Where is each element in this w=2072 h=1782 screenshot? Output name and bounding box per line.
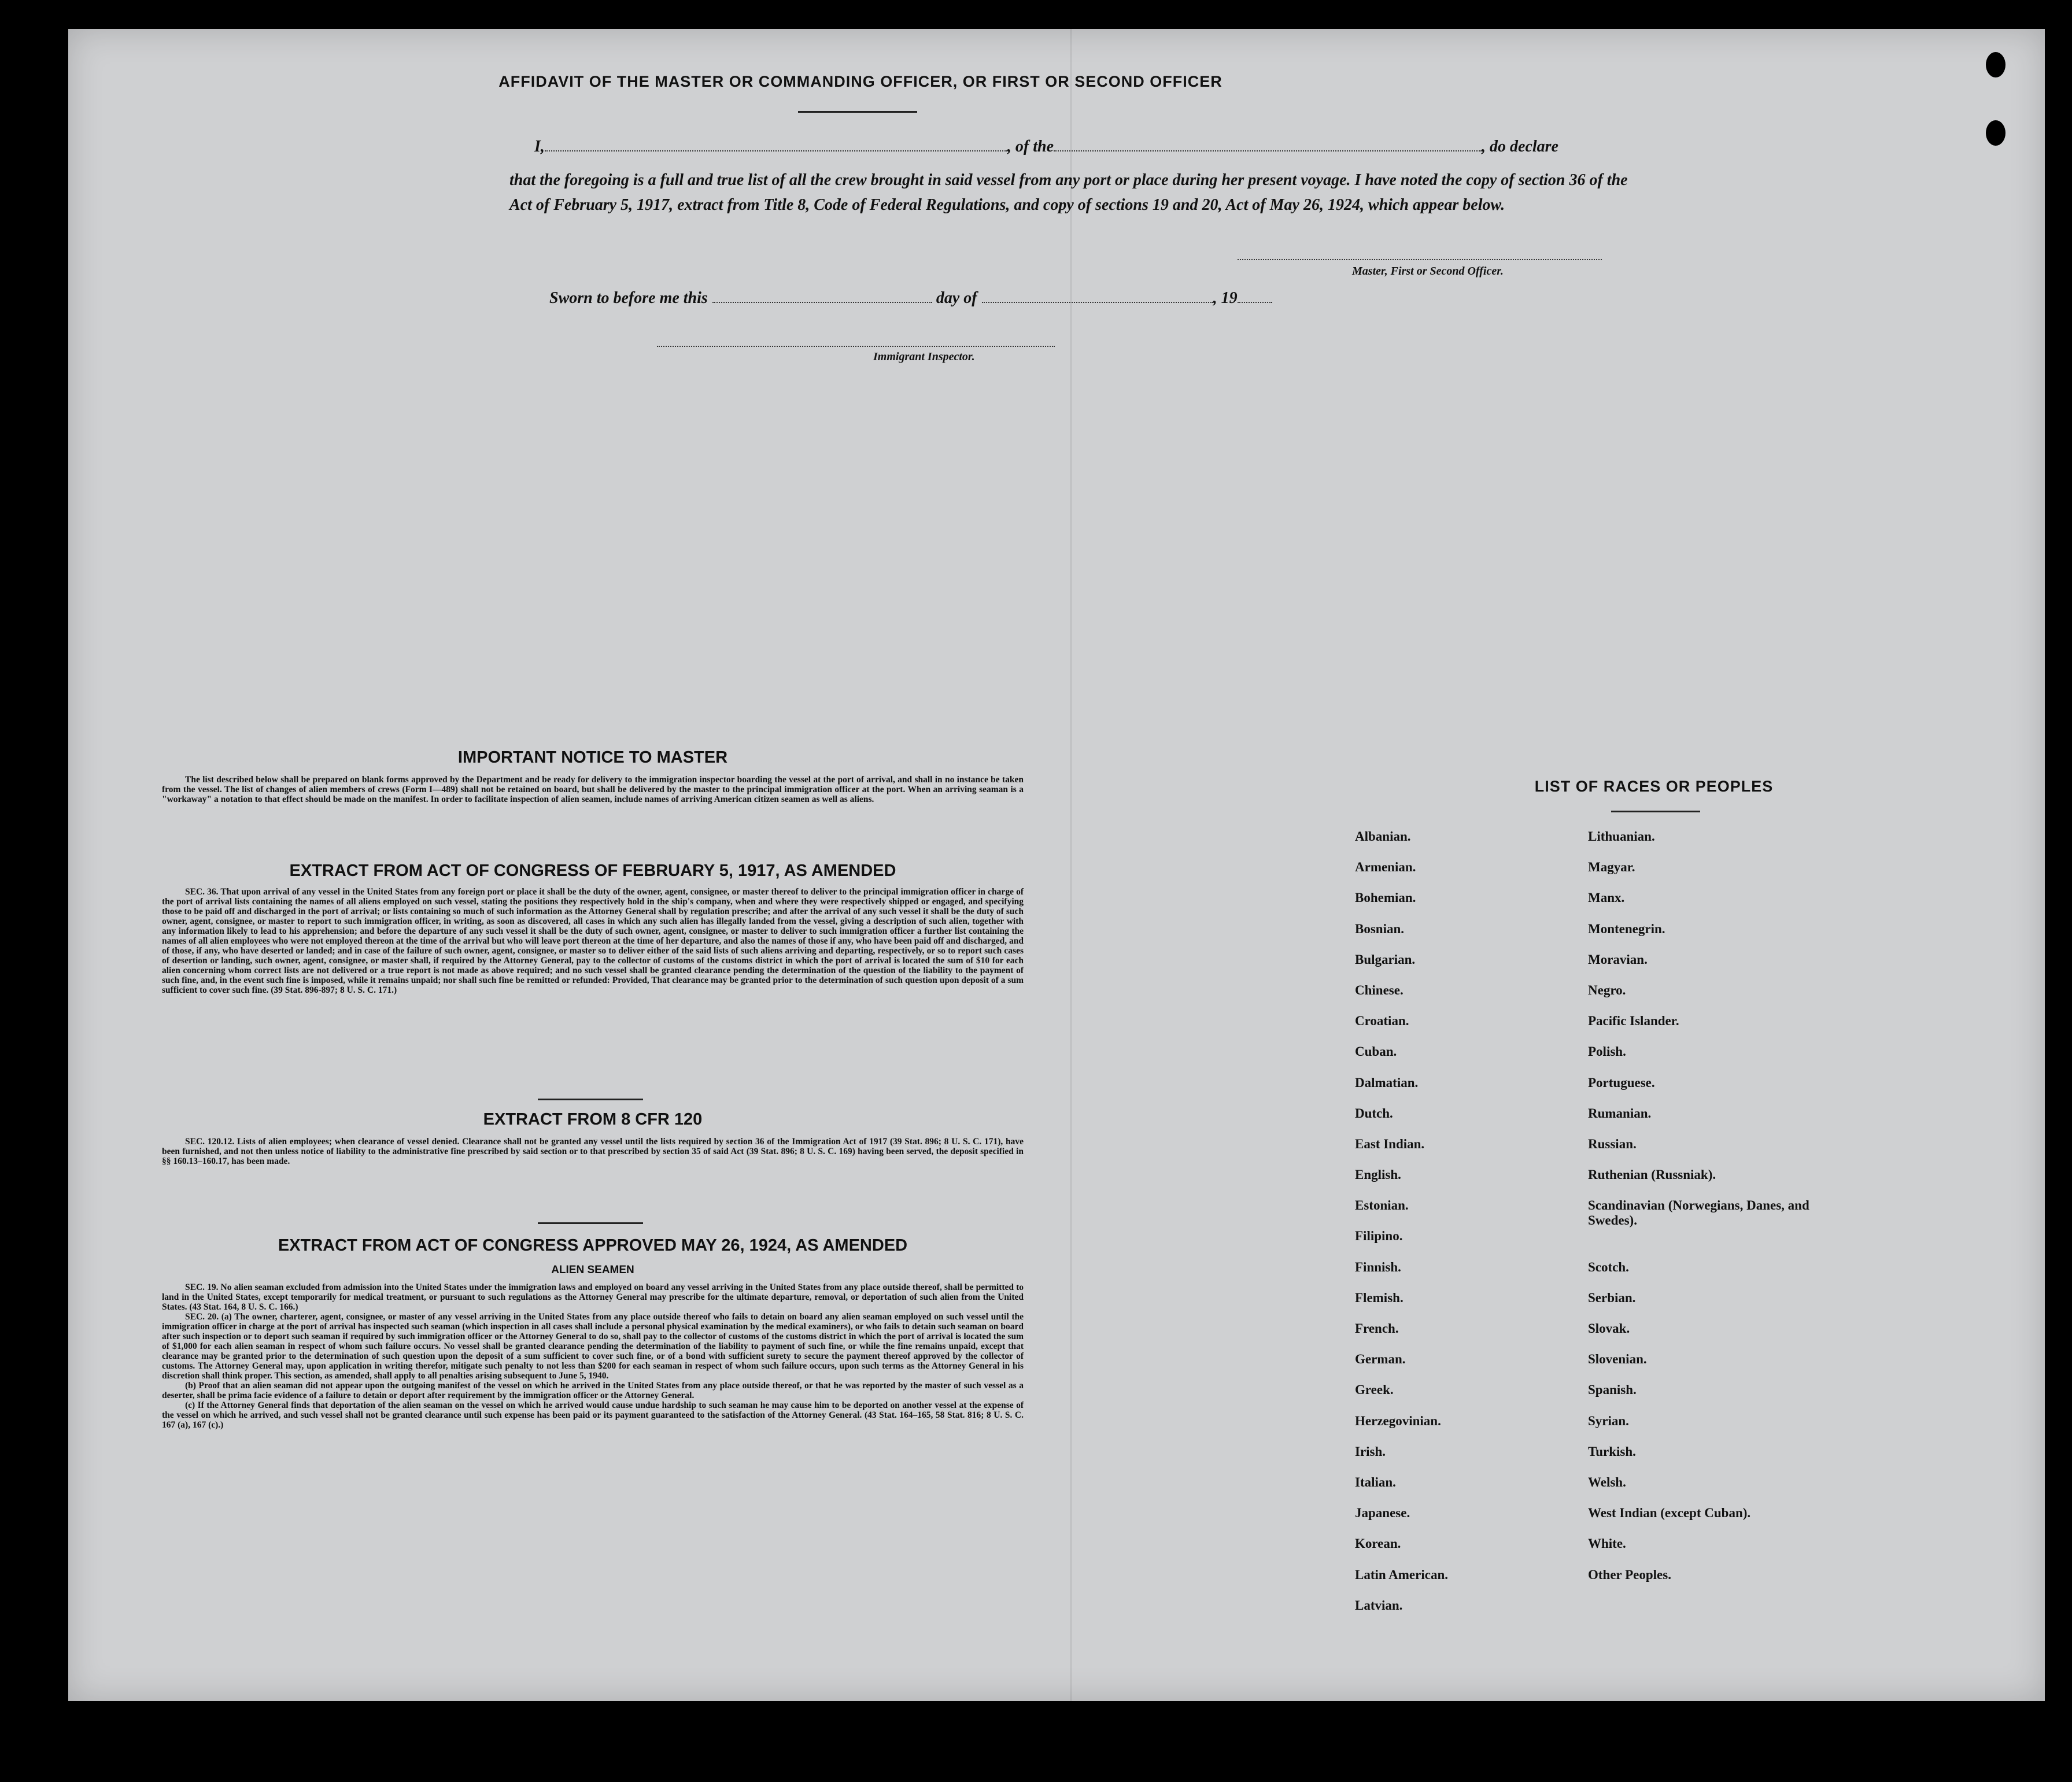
- race-item: Bohemian.: [1355, 890, 1416, 905]
- extract-1917-title: EXTRACT FROM ACT OF CONGRESS OF FEBRUARY 5, 1917, AS AMENDED: [289, 862, 896, 880]
- document-page: [68, 29, 2045, 1701]
- race-item: West Indian (except Cuban).: [1588, 1506, 1751, 1521]
- race-item: Armenian.: [1355, 860, 1416, 875]
- race-item: Moravian.: [1588, 952, 1648, 967]
- notice-text: The list described below shall be prepared on blank forms approved by the Department and be ready for delivery to the immigration inspector boarding the vessel at the port of arrival, and shall in no instance be taken from the vessel. The list of changes of alien members of crews (Form I—489) shall not be retained on board, but shall be delivered by the master to the principal immigration officer at the port. When an arriving seaman is a "workaway" a notation to that effect should be made on the manifest. In order to facilitate inspection of alien seamen, include names of arriving American citizen seamen as well as aliens.: [162, 775, 1024, 804]
- race-item: Flemish.: [1355, 1290, 1404, 1305]
- master-signature-line: [1238, 259, 1602, 260]
- alien-seamen-subtitle: ALIEN SEAMEN: [551, 1264, 634, 1276]
- affidavit-line: [534, 138, 1558, 156]
- extract-cfr-title: EXTRACT FROM 8 CFR 120: [483, 1110, 703, 1129]
- affidavit-paragraph: that the foregoing is a full and true list of all the crew brought in said vessel from any port or place during her present voyage. I have noted the copy of section 36 of the Act of February 5, 1917, extract from Title 8, Code of Federal Regulations, and copy of sections 19 and 20, Act of May 26, 1924, which appear below.: [509, 171, 1628, 214]
- race-item: Bosnian.: [1355, 921, 1405, 936]
- race-item: Albanian.: [1355, 829, 1411, 844]
- race-item: Croatian.: [1355, 1014, 1409, 1029]
- extract-1924-body: [162, 1282, 1024, 1430]
- race-item: Italian.: [1355, 1474, 1396, 1489]
- section-rule: [538, 1222, 643, 1224]
- punch-hole: [1986, 52, 2005, 77]
- race-item: Filipino.: [1355, 1229, 1403, 1244]
- affidavit-i: I,: [534, 138, 545, 156]
- extract-1917-text: SEC. 36. That upon arrival of any vessel in the United States from any foreign port or place it shall be the duty of the owner, agent, consignee, or master thereof to deliver to the principal immigration officer in charge of the port of arrival lists containing the names of all aliens employed on such vessel, stating the positions they respectively hold in the ship's company, when and where they were respectively shipped or engaged, and specifying those to be paid off and discharged in the port of arrival; or lists containing so much of such information as the Attorney General shall by regulation prescribe; and after the arrival of any such vessel it shall be the duty of such owner, agent, consignee, or master to report to such immigration officer, in writing, as soon as discovered, all cases in which any such alien has illegally landed from the vessel, giving a description of such alien, together with any information likely to lead to his apprehension; and before the departure of any such vessel it shall be the duty of such owner, agent, consignee, or master to deliver to such immigration officer a further list containing the names of all alien employees who were not employed thereon at the time of the arrival but who will leave port thereon at the time of her departure, and also the names of those if any, who have been paid off and discharged, and of those, if any, who have deserted or landed; and in case of the failure of such owner, agent, consignee, or master so to deliver either of the said lists of such aliens arriving and departing, respectively, or so to report such cases of desertion or landing, such owner, agent, consignee, or master shall, if required by the Attorney General, pay to the collector of customs of the customs district in which the port of arrival is located the sum of $10 for each alien concerning whom correct lists are not delivered or a true report is not made as above required; and no such vessel shall be granted clearance pending the determination of the question of the liability to the payment of such fine, and, in the event such fine is imposed, while it remains unpaid; nor shall such fine be remitted or refunded: Provided, That clearance may be granted prior to the determination of such question upon deposit of a sum sufficient to cover such fine. (39 Stat. 896-897; 8 U. S. C. 171.): [162, 887, 1024, 995]
- race-item: Japanese.: [1355, 1506, 1410, 1521]
- race-item: Turkish.: [1588, 1444, 1636, 1459]
- sec19-text: SEC. 19. No alien seaman excluded from admission into the United States under the immigration laws and employed on board any vessel arriving in the United States from any place outside thereof, shall be permitted to land in the United States, except temporarily for medical treatment, or pursuant to such regulations as the Attorney General may prescribe for the ultimate departure, removal, or deportation of such alien from the United States. (43 Stat. 164, 8 U. S. C. 166.): [162, 1282, 1024, 1312]
- race-item: Pacific Islander.: [1588, 1014, 1679, 1029]
- race-item: Spanish.: [1588, 1382, 1637, 1397]
- notice-body: [162, 775, 1024, 804]
- sworn-year: , 19: [1213, 289, 1238, 307]
- affidavit-of-the: , of the: [1007, 138, 1054, 156]
- sworn-day-blank: [712, 302, 932, 303]
- sworn-line: [549, 289, 1272, 308]
- extract-1917-body: [162, 887, 1024, 995]
- sec20a-text: SEC. 20. (a) The owner, charterer, agent, consignee, or master of any vessel arriving in the United States from any place outside thereof who fails to detain on board any alien seaman employed on such vessel until the immigration officer in charge at the port of arrival has inspected such seaman (which inspection in all cases shall include a personal physical examination by the medical examiners), or who fails to detain such seaman on board after such inspection or to deport such seaman if required by such immigration officer or the Attorney General to do so, shall pay to the collector of customs of the customs district in which the port of arrival is located the sum of $1,000 for each alien seaman in respect of whom such failure occurs. No vessel shall be granted clearance pending the determination of the liability to payment of such fine, or while the fine remains unpaid, except that clearance may be granted prior to the determination of such question upon the deposit of a sum sufficient to cover such fine, or of a bond with sufficient surety to secure the payment thereof approved by the collector of customs. The Attorney General may, upon application in writing therefor, mitigate such penalty to not less than $200 for each seaman in respect of whom such failure occurs, upon such terms as the Attorney General in his discretion shall think proper. This section, as amended, shall apply to all penalties arising subsequent to June 5, 1940.: [162, 1312, 1024, 1381]
- sworn-year-blank: [1238, 302, 1272, 303]
- sworn-day-of: day of: [936, 289, 977, 307]
- race-item: Scandinavian (Norwegians, Danes, and Swedes).: [1588, 1198, 1809, 1228]
- vessel-blank: [1054, 150, 1482, 151]
- extract-cfr-text: SEC. 120.12. Lists of alien employees; when clearance of vessel denied. Clearance shall not be granted any vessel until the lists required by section 36 of the Immigration Act of 1917 (39 Stat. 896; 8 U. S. C. 171), have been furnished, and not then unless notice of liability to the administrative fine prescribed by said section or to that prescribed by section 35 of said Act (39 Stat. 896; 8 U. S. C. 169) having been served, the deposit specified in §§ 160.13–160.17, has been made.: [162, 1137, 1024, 1166]
- race-item: Portuguese.: [1588, 1075, 1655, 1090]
- sworn-prefix: Sworn to before me this: [549, 289, 708, 307]
- sec20b-text: (b) Proof that an alien seaman did not appear upon the outgoing manifest of the vessel on which he arrived in the United States from any place outside thereof, or that he was reported by the master of such vessel as a deserter, shall be prima facie evidence of a failure to detain or deport after requirement by the immigration officer or the Attorney General.: [162, 1381, 1024, 1400]
- race-item: Latvian.: [1355, 1598, 1403, 1613]
- race-item: Russian.: [1588, 1136, 1637, 1151]
- notice-title: IMPORTANT NOTICE TO MASTER: [457, 748, 728, 767]
- page-fold: [1070, 29, 1072, 1701]
- race-item: Herzegovinian.: [1355, 1413, 1441, 1428]
- race-item: Lithuanian.: [1588, 829, 1655, 844]
- race-item: Korean.: [1355, 1536, 1401, 1551]
- master-signature-label: Master, First or Second Officer.: [1352, 265, 1504, 278]
- race-item: French.: [1355, 1321, 1399, 1336]
- race-item: Finnish.: [1355, 1259, 1401, 1274]
- extract-cfr-body: [162, 1137, 1024, 1166]
- section-rule: [538, 1099, 643, 1100]
- race-item: Other Peoples.: [1588, 1567, 1671, 1582]
- punch-hole: [1986, 120, 2005, 146]
- title-rule: [798, 111, 917, 113]
- race-item: Magyar.: [1588, 860, 1635, 875]
- inspector-signature-line: [657, 346, 1055, 347]
- race-item: Negro.: [1588, 982, 1626, 997]
- race-item: German.: [1355, 1352, 1406, 1367]
- sec20c-text: (c) If the Attorney General finds that deportation of the alien seaman on the vessel on which he arrived would cause undue hardship to such seaman he may cause him to be deported on another vessel at the expense of the vessel on which he arrived, and such vessel shall not be granted clearance until such expense has been paid or its payment guaranteed to the satisfaction of the Attorney General. (43 Stat. 164–165, 58 Stat. 816; 8 U. S. C. 167 (a), 167 (c).): [162, 1400, 1024, 1430]
- race-item: Serbian.: [1588, 1290, 1636, 1305]
- races-column-1: [1355, 829, 1448, 1629]
- race-item: Syrian.: [1588, 1413, 1629, 1428]
- race-item: Rumanian.: [1588, 1106, 1652, 1121]
- race-item: Dutch.: [1355, 1106, 1393, 1121]
- race-item: Scotch.: [1588, 1259, 1629, 1274]
- race-item: Cuban.: [1355, 1044, 1397, 1059]
- name-blank: [545, 150, 1007, 151]
- race-item: Welsh.: [1588, 1474, 1626, 1489]
- race-item: Ruthenian (Russniak).: [1588, 1167, 1716, 1182]
- race-item: Estonian.: [1355, 1198, 1409, 1213]
- race-item: Chinese.: [1355, 982, 1404, 997]
- title-rule: [1611, 811, 1700, 812]
- race-item: Dalmatian.: [1355, 1075, 1419, 1090]
- race-item: White.: [1588, 1536, 1626, 1551]
- race-item: Slovenian.: [1588, 1352, 1647, 1367]
- race-item: Bulgarian.: [1355, 952, 1416, 967]
- race-item: Manx.: [1588, 890, 1625, 905]
- races-column-2: [1588, 829, 1831, 1598]
- race-item: Montenegrin.: [1588, 921, 1665, 936]
- affidavit-title: AFFIDAVIT OF THE MASTER OR COMMANDING OFFICER, OR FIRST OR SECOND OFFICER: [498, 73, 1222, 90]
- sworn-month-blank: [982, 302, 1213, 303]
- affidavit-declare: , do declare: [1482, 138, 1558, 156]
- race-item: Polish.: [1588, 1044, 1626, 1059]
- extract-1924-title: EXTRACT FROM ACT OF CONGRESS APPROVED MAY 26, 1924, AS AMENDED: [278, 1236, 908, 1255]
- race-item: English.: [1355, 1167, 1401, 1182]
- race-item: East Indian.: [1355, 1136, 1425, 1151]
- inspector-label: Immigrant Inspector.: [873, 350, 975, 363]
- race-item: Slovak.: [1588, 1321, 1630, 1336]
- race-item: Irish.: [1355, 1444, 1386, 1459]
- race-item: Latin American.: [1355, 1567, 1448, 1582]
- races-title: LIST OF RACES OR PEOPLES: [1534, 778, 1774, 795]
- race-item: Greek.: [1355, 1382, 1394, 1397]
